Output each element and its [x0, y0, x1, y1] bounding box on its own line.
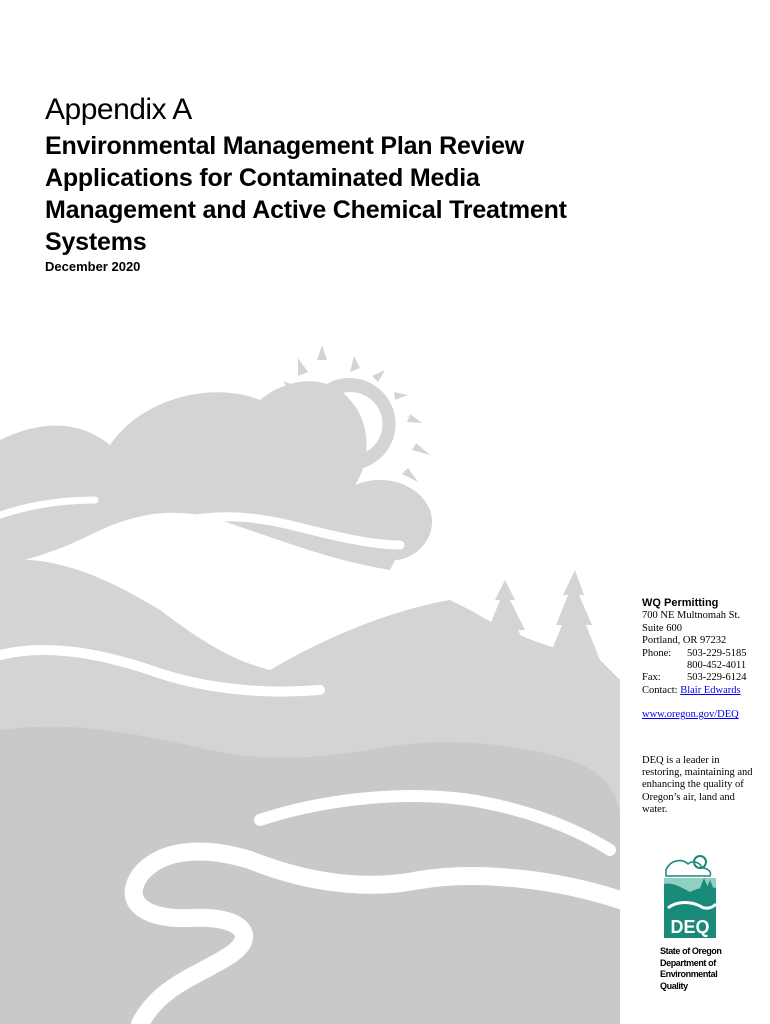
agency-line: Environmental — [660, 969, 718, 979]
deq-logo — [660, 848, 724, 992]
website-link[interactable]: www.oregon.gov/DEQ — [642, 709, 739, 721]
mission-statement: DEQ is a leader in restoring, maintaining and enhancing the quality of Oregon’s air, land and water. — [642, 754, 753, 816]
title-line: Management and Active Chemical Treatment — [45, 196, 567, 224]
agency-line: Department of — [660, 957, 716, 968]
contact-block — [642, 597, 762, 817]
address-line: 700 NE Multnomah St. — [642, 610, 741, 622]
contact-label: Contact: — [642, 684, 678, 696]
fax-row — [642, 672, 762, 684]
title-line: Systems — [45, 228, 147, 256]
agency-line: Quality — [660, 980, 688, 991]
phone-row-2 — [642, 660, 762, 672]
fax-label: Fax: — [642, 672, 661, 684]
address-line: Suite 600 — [642, 622, 682, 634]
title-block — [45, 92, 645, 274]
logo-text: DEQ — [670, 917, 710, 937]
document-title — [45, 130, 645, 258]
phone-number: 800-452-4011 — [687, 660, 747, 672]
title-line: Applications for Contaminated Media — [45, 164, 480, 192]
contact-name-link[interactable]: Blair Edwards — [680, 684, 741, 696]
publication-date: December 2020 — [45, 259, 141, 274]
phone-number: 503-229-5185 — [687, 647, 747, 659]
appendix-heading: Appendix A — [45, 93, 192, 126]
phone-row — [642, 648, 762, 660]
agency-name — [660, 946, 724, 992]
title-line: Environmental Management Plan Review — [45, 132, 525, 160]
contact-row — [642, 685, 762, 697]
contact-org: WQ Permitting — [642, 597, 719, 609]
agency-line: State of Oregon — [660, 946, 722, 956]
deq-logo-icon — [660, 848, 720, 940]
address-line: Portland, OR 97232 — [642, 635, 727, 647]
fax-number: 503-229-6124 — [687, 672, 747, 684]
phone-label: Phone: — [642, 647, 672, 659]
